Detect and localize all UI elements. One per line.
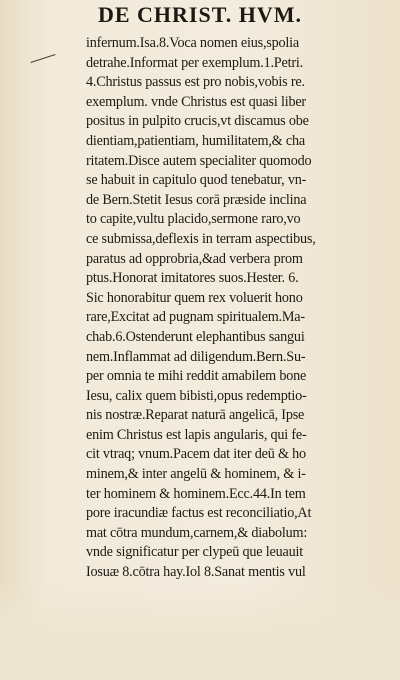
text-line: nis nostræ.Reparat naturā angelicā, Ipse bbox=[86, 407, 305, 424]
text-line: minem,& inter angelū & hominem, & i- bbox=[86, 466, 306, 483]
text-block bbox=[86, 34, 392, 583]
text-line: exemplum. vnde Christus est quasi liber bbox=[86, 93, 306, 110]
text-line: detrahe.Informat per exemplum.1.Petri. bbox=[86, 54, 303, 71]
text-line: ritatem.Disce autem specialiter quomodo bbox=[86, 152, 312, 169]
page-bottom-margin bbox=[0, 580, 400, 680]
margin-mark bbox=[30, 54, 55, 63]
text-line: cit vtraq; vnum.Pacem dat iter deū & ho bbox=[86, 446, 306, 463]
running-header: DE CHRIST. HVM. bbox=[97, 2, 303, 27]
text-line: Iosuæ 8.cōtra hay.Iol 8.Sanat mentis vul bbox=[86, 564, 306, 581]
text-line: vnde significatur per clypeū que leuauit bbox=[86, 544, 303, 561]
text-line: pore iracundiæ factus est reconciliatio,At bbox=[86, 505, 312, 522]
text-line: ptus.Honorat imitatores suos.Hester. 6. bbox=[86, 270, 299, 287]
text-line: se habuit in capitulo quod tenebatur, vn- bbox=[86, 172, 307, 189]
text-line: enim Christus est lapis angularis, qui fe- bbox=[86, 426, 307, 443]
text-line: ce submissa,deflexis in terram aspectibus, bbox=[86, 230, 316, 247]
text-line: dientiam,patientiam, humilitatem,& cha bbox=[86, 132, 305, 149]
text-line: Sic honorabitur quem rex voluerit hono bbox=[86, 289, 303, 306]
text-line: per omnia te mihi reddit amabilem bone bbox=[86, 368, 307, 385]
text-line: chab.6.Ostenderunt elephantibus sangui bbox=[86, 328, 305, 345]
text-line: infernum.Isa.8.Voca nomen eius,spolia bbox=[86, 35, 299, 51]
text-line: nem.Inflammat ad diligendum.Bern.Su- bbox=[86, 348, 306, 365]
text-line: positus in pulpito crucis,vt discamus obe bbox=[86, 113, 309, 130]
text-line: to capite,vultu placido,sermone raro,vo bbox=[86, 211, 301, 228]
text-line: rare,Excitat ad pugnam spiritualem.Ma- bbox=[86, 309, 305, 326]
text-line: ter hominem & hominem.Ecc.44.In tem bbox=[86, 485, 306, 502]
text-line: mat cōtra mundum,carnem,& diabolum: bbox=[86, 524, 308, 541]
text-line: 4.Christus passus est pro nobis,vobis re. bbox=[86, 74, 305, 91]
text-line: paratus ad opprobria,&ad verbera prom bbox=[86, 250, 303, 267]
text-line: Iesu, calix quem bibisti,opus redemptio- bbox=[86, 387, 307, 404]
text-line: de Bern.Stetit Iesus corā præside inclina bbox=[86, 191, 307, 208]
